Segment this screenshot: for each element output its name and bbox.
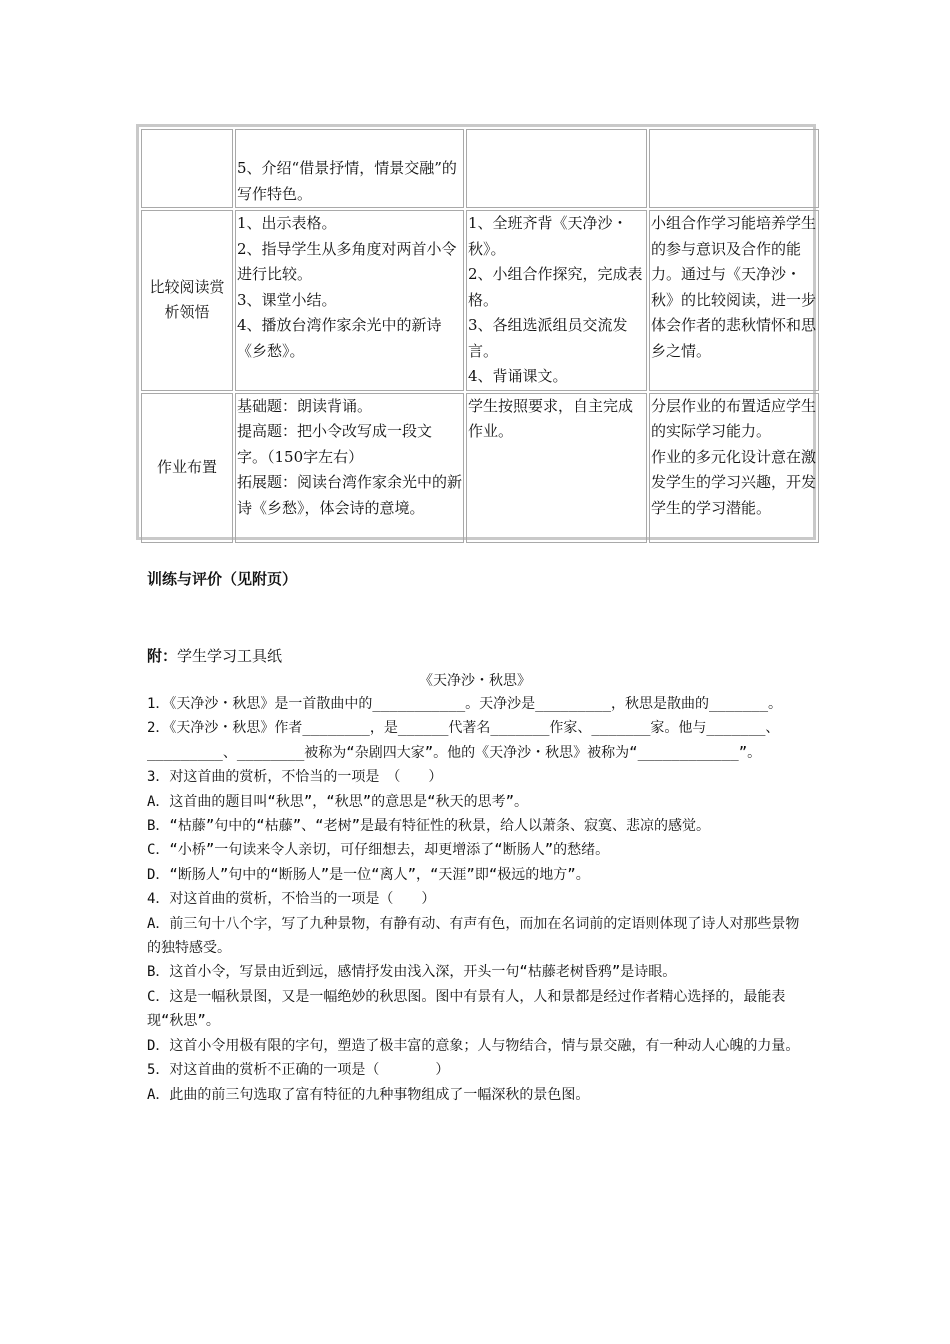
- teacher-activity-cell: [235, 129, 464, 208]
- design-intent-cell: [649, 210, 819, 391]
- question-line: D．“断肠人”句中的“断肠人”是一位“离人”，“天涯”即“极远的地方”。: [147, 866, 590, 883]
- cell-line: 1、全班齐背《天净沙・秋》。: [468, 214, 628, 258]
- question-line: D．这首小令用极有限的字句，塑造了极丰富的意象；人与物结合，情与景交融，有一种动人心魄的力量。: [147, 1037, 800, 1054]
- table-row: [141, 393, 819, 543]
- question-line: 2．《天净沙・秋思》作者________，是______代著名_______作家、_______家。他与_______、_________、________被称为“杂剧四大家”。他的《天净沙・秋思》被称为“____________”。: [147, 720, 780, 761]
- question-line: 3．对这首曲的赏析，不恰当的一项是 （ ）: [147, 769, 443, 786]
- stage-cell: 作业布置: [141, 393, 233, 543]
- appendix-label: 附：: [147, 647, 178, 665]
- cell-line: 提高题：把小令改写成一段文字。（150字左右）: [237, 422, 433, 466]
- question-line: A．前三句十八个字，写了九种景物，有静有动、有声有色，而加在名词前的定语则体现了诗人对那些景物的独特感受。: [147, 915, 800, 957]
- cell-line: 1、出示表格。: [237, 214, 337, 232]
- cell-line: 2、小组合作探究，完成表格。: [468, 265, 643, 309]
- teacher-activity-cell: [235, 210, 464, 391]
- cell-line: 分层作业的布置适应学生的实际学习能力。: [651, 396, 817, 440]
- cell-line: 2、指导学生从多角度对两首小令进行比较。: [237, 239, 457, 283]
- cell-line: 拓展题：阅读台湾作家余光中的新诗《乡愁》，体会诗的意境。: [237, 473, 463, 517]
- lesson-plan-table-frame: [136, 124, 816, 540]
- student-activity-cell: [466, 393, 647, 543]
- design-intent-cell: [649, 393, 819, 543]
- poem-title: 《天净沙・秋思》: [419, 673, 531, 689]
- section-heading: 训练与评价（见附页）: [147, 570, 298, 588]
- question-line: A．此曲的前三句选取了富有特征的九种事物组成了一幅深秋的景色图。: [147, 1086, 590, 1103]
- appendix-line: [147, 645, 282, 666]
- question-line: B．“枯藤”句中的“枯藤”、“老树”是最有特征性的秋景，给人以萧条、寂寞、悲凉的感觉。: [147, 818, 710, 835]
- design-intent-cell: [649, 129, 819, 208]
- appendix-text: 学生学习工具纸: [177, 647, 283, 665]
- lesson-plan-table: [139, 127, 821, 545]
- student-activity-cell: [466, 210, 647, 391]
- table-row: [141, 210, 819, 391]
- cell-line: 作业的多元化设计意在激发学生的学习兴趣，开发学生的学习潜能。: [651, 447, 817, 517]
- stage-cell: 比较阅读赏析领悟: [141, 210, 233, 391]
- cell-line: 5、介绍“借景抒情，情景交融”的写作特色。: [237, 159, 457, 203]
- cell-line: 4、背诵课文。: [468, 367, 568, 385]
- cell-line: 3、课堂小结。: [237, 290, 337, 309]
- cell-line: 小组合作学习能培养学生的参与意识及合作的能力。通过与《天净沙・秋》的比较阅读，进一步体会作者的悲秋情怀和思乡之情。: [651, 214, 817, 360]
- cell-line: 4、播放台湾作家余光中的新诗《乡愁》。: [237, 316, 442, 360]
- cell-line: 3、各组选派组员交流发言。: [468, 316, 628, 360]
- cell-line: 学生按照要求，自主完成作业。: [468, 396, 634, 440]
- question-line: A．这首曲的题目叫“秋思”，“秋思”的意思是“秋天的思考”。: [147, 793, 528, 810]
- question-line: B．这首小令，写景由近到远，感情抒发由浅入深，开头一句“枯藤老树昏鸦”是诗眼。: [147, 964, 677, 981]
- teacher-activity-cell: [235, 393, 464, 543]
- stage-cell: [141, 129, 233, 208]
- question-line: 4．对这首曲的赏析，不恰当的一项是（ ）: [147, 891, 436, 908]
- question-line: 5．对这首曲的赏析不正确的一项是（ ）: [147, 1062, 450, 1079]
- question-list: [147, 692, 812, 1107]
- question-line: 1．《天净沙・秋思》是一首散曲中的___________。天净沙是_________，秋思是散曲的_______。: [147, 696, 783, 712]
- student-activity-cell: [466, 129, 647, 208]
- question-line: C．“小桥”一句读来令人亲切，可仔细想去，却更增添了“断肠人”的愁绪。: [147, 842, 610, 859]
- table-row: [141, 129, 819, 208]
- cell-line: 基础题：朗读背诵。: [237, 396, 373, 415]
- question-line: C．这是一幅秋景图，又是一幅绝妙的秋思图。图中有景有人，人和景都是经过作者精心选择的，最能表现“秋思”。: [147, 988, 786, 1030]
